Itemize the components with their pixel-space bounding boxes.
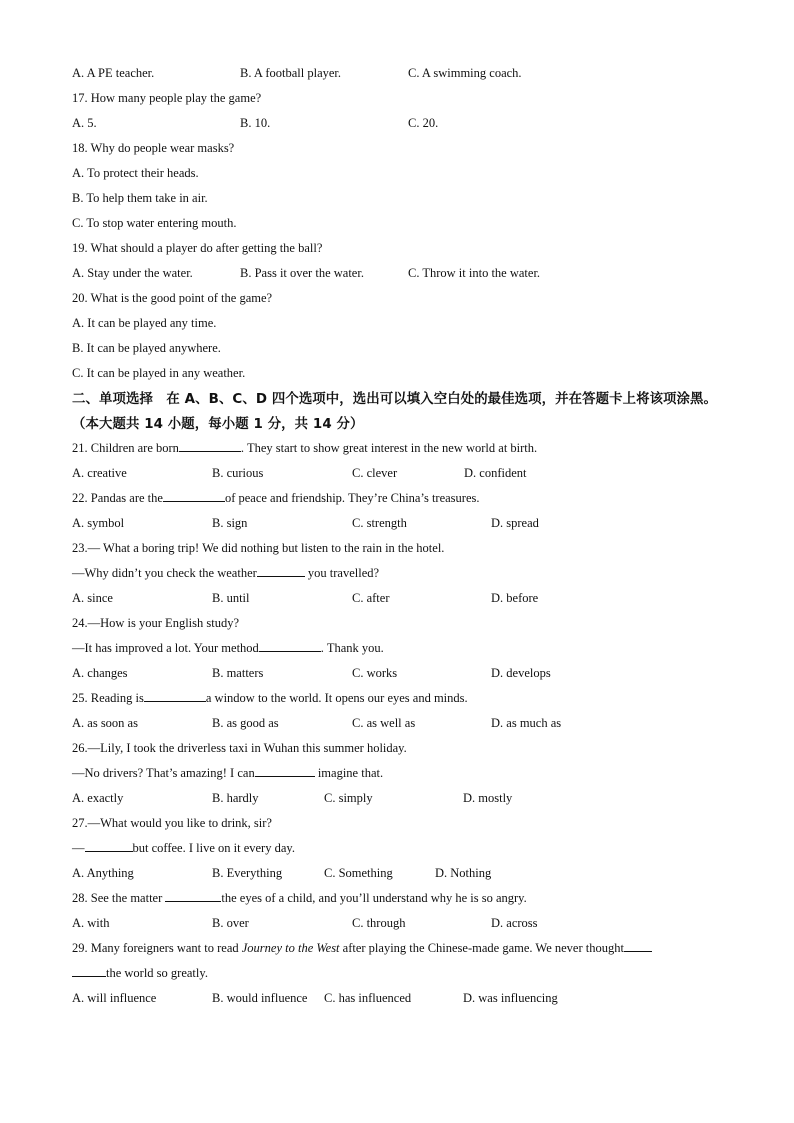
option-a: A. creative — [72, 466, 127, 480]
option-a: A. Anything — [72, 866, 134, 880]
q29-options — [72, 987, 727, 1012]
stem-post: imagine that. — [314, 766, 384, 780]
q18-stem: 18. Why do people wear masks? — [72, 141, 235, 155]
answer-blank — [144, 688, 206, 702]
option-b: B. Everything — [212, 866, 283, 880]
q23-line1: 23.— What a boring trip! We did nothing but listen to the rain in the hotel. — [72, 541, 445, 555]
q27-line2 — [72, 837, 727, 862]
answer-blank — [259, 638, 321, 652]
q19-stem: 19. What should a player do after getting the ball? — [72, 241, 323, 255]
stem-post: a window to the world. It opens our eyes and minds. — [205, 691, 468, 705]
answer-blank — [163, 488, 225, 502]
stem-pre: —No drivers? That’s amazing! I can — [72, 766, 255, 780]
q16-options — [72, 62, 727, 87]
answer-blank — [179, 438, 241, 452]
answer-blank — [624, 938, 652, 952]
option-c: C. works — [352, 666, 398, 680]
option-d: D. as much as — [491, 716, 562, 730]
q18-option-b: B. To help them take in air. — [72, 191, 208, 205]
option-b: B. A football player. — [240, 66, 342, 80]
exam-page — [72, 62, 727, 1012]
option-d: D. mostly — [463, 791, 513, 805]
option-b: B. matters — [212, 666, 264, 680]
option-a: A. exactly — [72, 791, 124, 805]
q24-line1: 24.—How is your English study? — [72, 616, 240, 630]
stem-post: of peace and friendship. They’re China’s treasures. — [224, 491, 480, 505]
q23-options — [72, 587, 727, 612]
stem-post: the eyes of a child, and you’ll understand why he is so angry. — [221, 891, 527, 905]
option-c: C. strength — [352, 516, 407, 530]
q18-option-a: A. To protect their heads. — [72, 166, 199, 180]
option-b: B. curious — [212, 466, 264, 480]
option-b: B. hardly — [212, 791, 259, 805]
stem-post-2: the world so greatly. — [106, 966, 208, 980]
stem-post: after playing the Chinese-made game. We never thought — [339, 941, 624, 955]
q21-stem — [72, 437, 727, 462]
q18-option-c: C. To stop water entering mouth. — [72, 216, 237, 230]
option-d: D. confident — [464, 466, 527, 480]
stem-pre: —Why didn’t you check the weather — [72, 566, 257, 580]
book-title: Journey to the West — [241, 941, 340, 955]
stem-pre: 29. Many foreigners want to read — [72, 941, 242, 955]
option-a: A. symbol — [72, 516, 125, 530]
option-d: D. develops — [491, 666, 551, 680]
q24-options — [72, 662, 727, 687]
stem-post: you travelled? — [304, 566, 380, 580]
option-d: D. across — [491, 916, 538, 930]
option-c: C. simply — [324, 791, 373, 805]
q26-line2 — [72, 762, 727, 787]
q17-options — [72, 112, 727, 137]
stem-post: . They start to show great interest in the new world at birth. — [240, 441, 538, 455]
q29-line1 — [72, 937, 727, 962]
q25-options — [72, 712, 727, 737]
q20-stem: 20. What is the good point of the game? — [72, 291, 273, 305]
q19-options — [72, 262, 727, 287]
answer-blank — [257, 563, 305, 577]
stem-pre: 22. Pandas are the — [72, 491, 163, 505]
option-a: A. as soon as — [72, 716, 138, 730]
q22-options — [72, 512, 727, 537]
stem-pre: 28. See the matter — [72, 891, 166, 905]
answer-blank — [85, 838, 133, 852]
option-c: C. as well as — [352, 716, 416, 730]
q28-options — [72, 912, 727, 937]
option-d: D. Nothing — [435, 866, 492, 880]
option-b: B. over — [212, 916, 249, 930]
option-b: B. 10. — [240, 116, 271, 130]
option-a: A. will influence — [72, 991, 157, 1005]
option-c: C. A swimming coach. — [408, 66, 522, 80]
stem-pre: — — [72, 841, 85, 855]
option-b: B. sign — [212, 516, 248, 530]
option-c: C. through — [352, 916, 406, 930]
q27-line1: 27.—What would you like to drink, sir? — [72, 816, 272, 830]
q20-option-b: B. It can be played anywhere. — [72, 341, 221, 355]
q22-stem — [72, 487, 727, 512]
q26-line1: 26.—Lily, I took the driverless taxi in Wuhan this summer holiday. — [72, 741, 407, 755]
option-c: C. 20. — [408, 116, 439, 130]
option-b: B. until — [212, 591, 250, 605]
option-a: A. Stay under the water. — [72, 266, 193, 280]
option-c: C. after — [352, 591, 390, 605]
option-a: A. A PE teacher. — [72, 66, 155, 80]
option-d: D. before — [491, 591, 539, 605]
q23-line2 — [72, 562, 727, 587]
option-c: C. Throw it into the water. — [408, 266, 541, 280]
option-c: C. clever — [352, 466, 398, 480]
stem-pre: —It has improved a lot. Your method — [72, 641, 259, 655]
q25-stem — [72, 687, 727, 712]
option-a: A. since — [72, 591, 113, 605]
option-c: C. has influenced — [324, 991, 412, 1005]
answer-blank — [255, 763, 315, 777]
q29-line2 — [72, 962, 727, 987]
q17-stem: 17. How many people play the game? — [72, 91, 262, 105]
q20-option-a: A. It can be played any time. — [72, 316, 217, 330]
q26-options — [72, 787, 727, 812]
option-a: A. 5. — [72, 116, 97, 130]
option-a: A. changes — [72, 666, 128, 680]
option-b: B. would influence — [212, 991, 308, 1005]
q24-line2 — [72, 637, 727, 662]
stem-pre: 25. Reading is — [72, 691, 144, 705]
q28-stem — [72, 887, 727, 912]
stem-post: but coffee. I live on it every day. — [132, 841, 295, 855]
option-b: B. as good as — [212, 716, 279, 730]
option-b: B. Pass it over the water. — [240, 266, 364, 280]
answer-blank — [165, 888, 221, 902]
stem-pre: 21. Children are born — [72, 441, 179, 455]
section-heading: 二、单项选择 在 A、B、C、D 四个选项中，选出可以填入空白处的最佳选项，并在答题卡上将该项涂黑。（本大题共 14 小题，每小题 1 分，共 14 分） — [72, 392, 718, 432]
answer-blank-cont — [72, 963, 106, 977]
q21-options — [72, 462, 727, 487]
q27-options — [72, 862, 727, 887]
q20-option-c: C. It can be played in any weather. — [72, 366, 246, 380]
option-c: C. Something — [324, 866, 393, 880]
stem-post: . Thank you. — [320, 641, 384, 655]
option-d: D. spread — [491, 516, 539, 530]
option-a: A. with — [72, 916, 110, 930]
option-d: D. was influencing — [463, 991, 558, 1005]
